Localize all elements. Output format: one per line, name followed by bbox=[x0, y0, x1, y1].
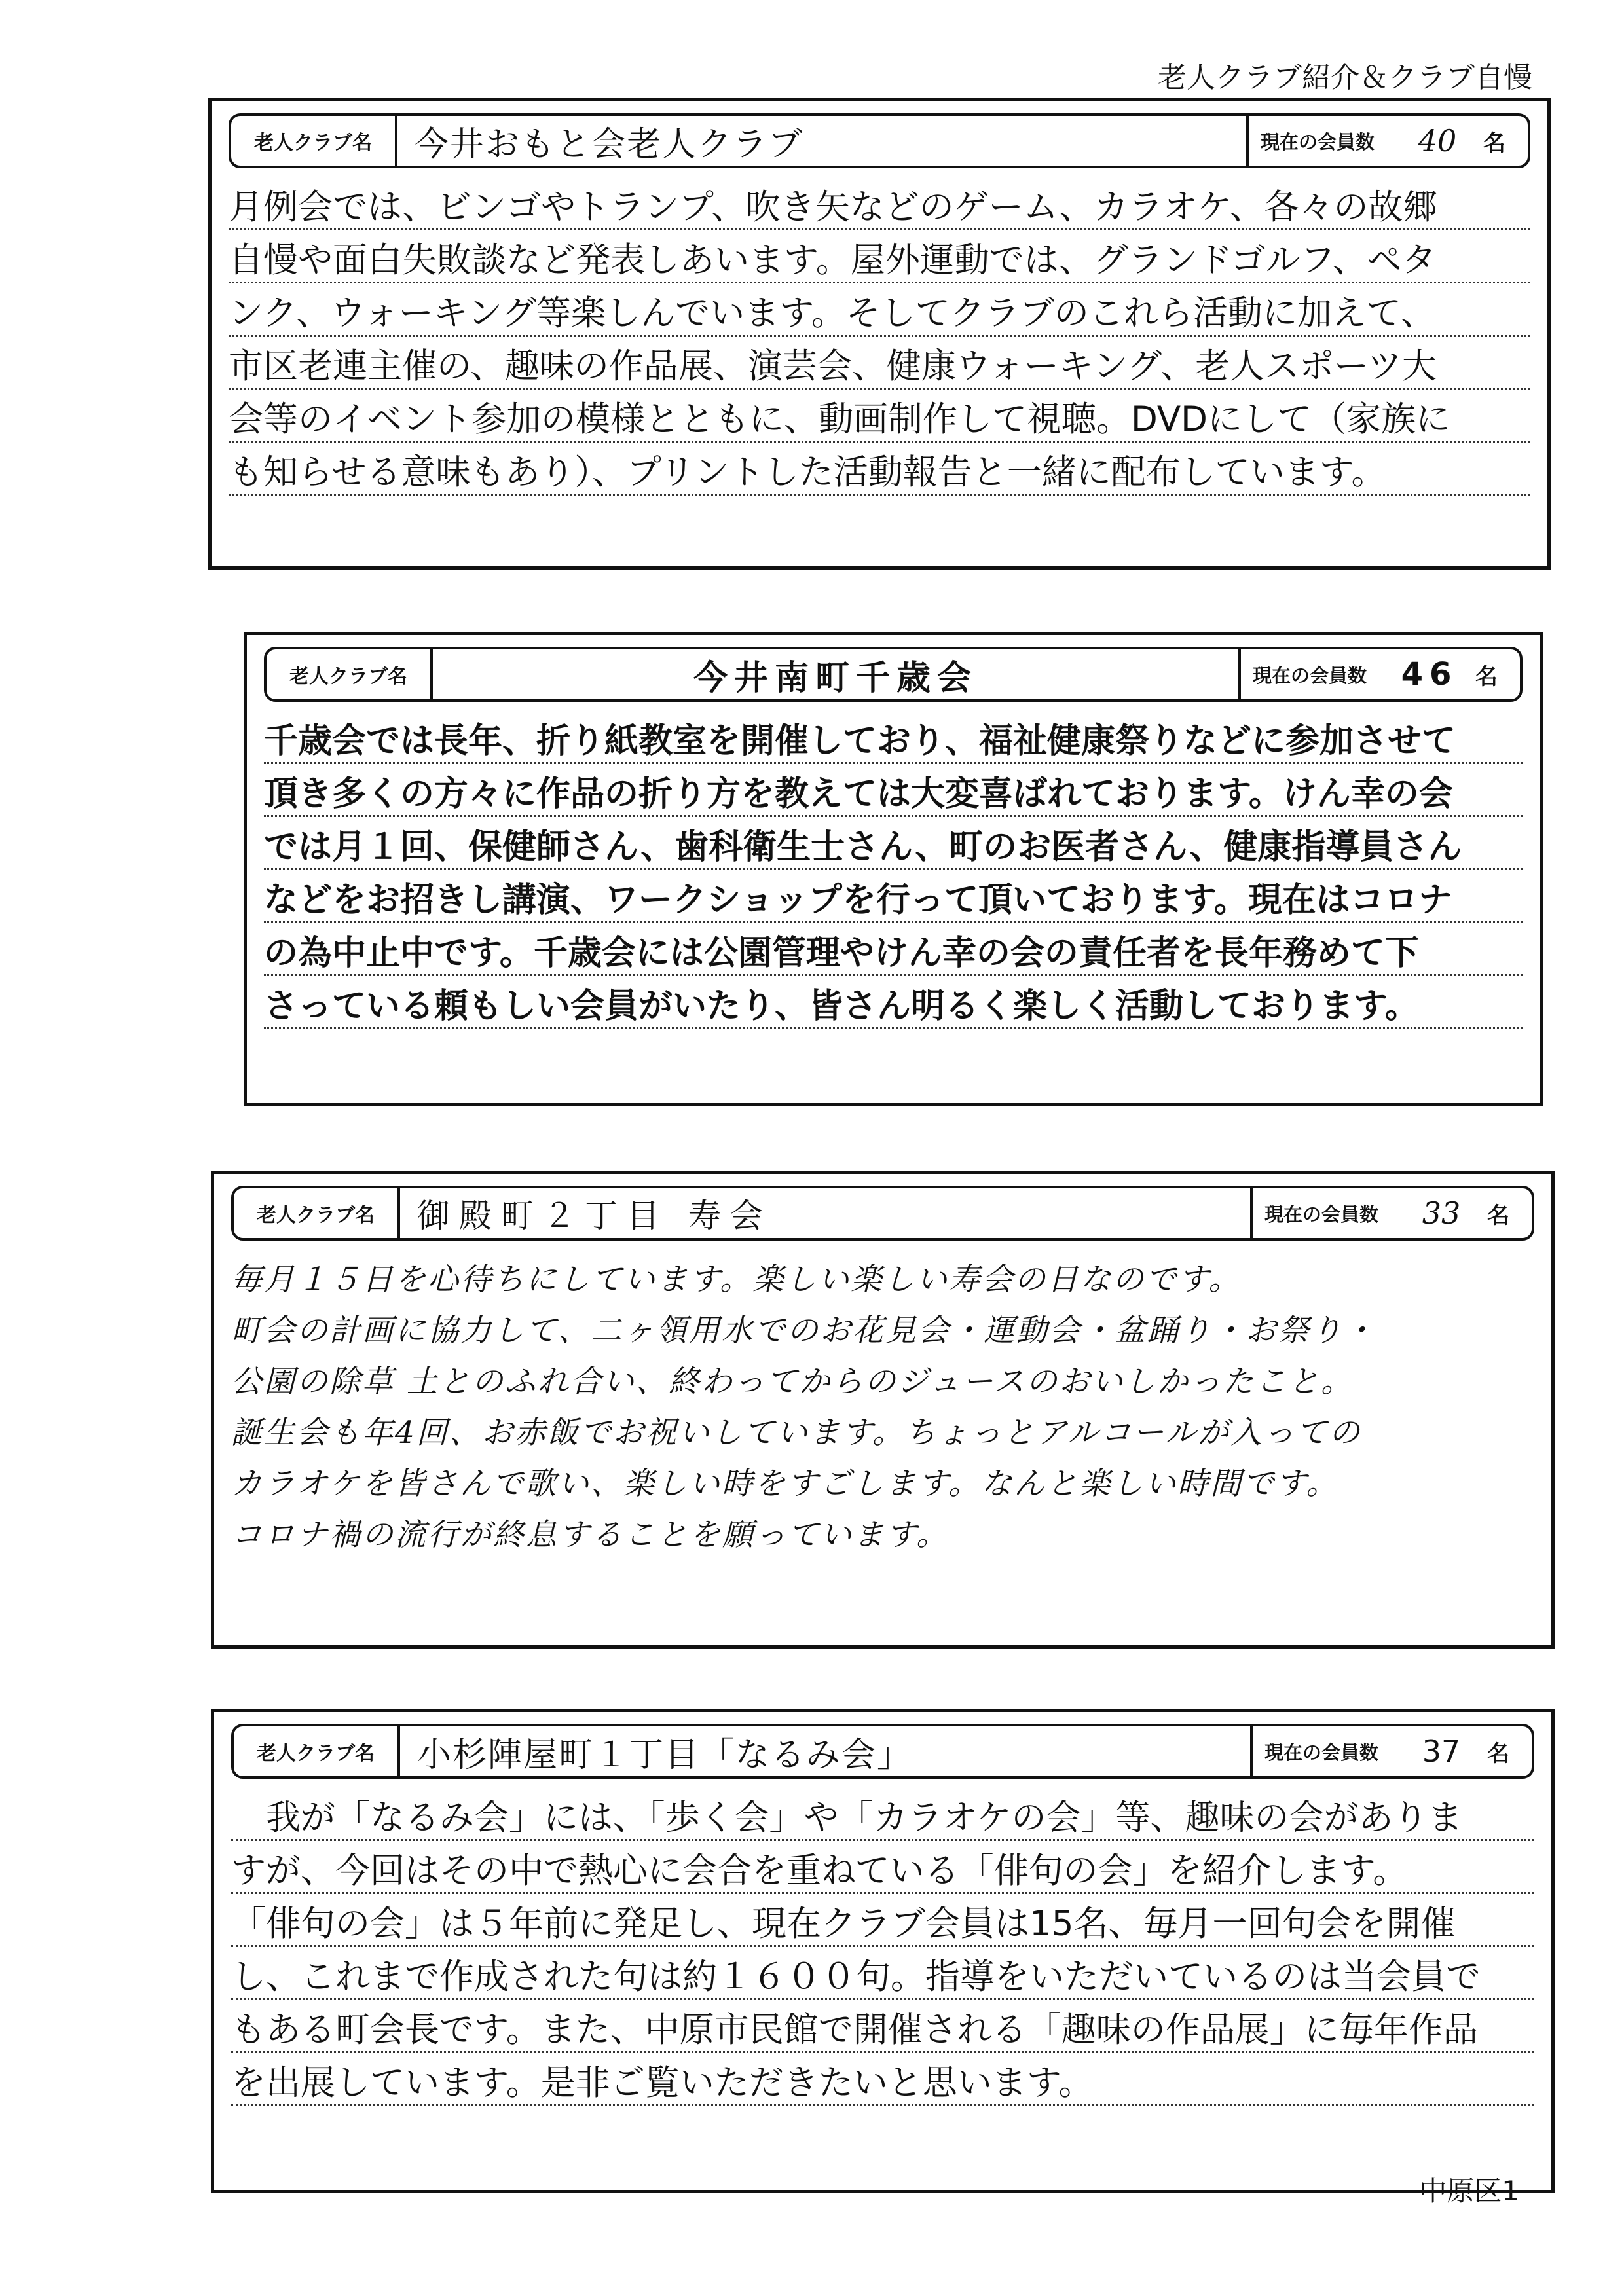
page-header: 老人クラブ紹介＆クラブ自慢 bbox=[1158, 61, 1532, 94]
text-line: 市区老連主催の、趣味の作品展、演芸会、健康ウォーキング、老人スポーツ大 bbox=[229, 337, 1530, 390]
text-line: 会等のイベント参加の模様とともに、動画制作して視聴。DVDにして（家族に bbox=[229, 390, 1530, 443]
text-line: し、これまで作成された句は約１６００句。指導をいただいているのは当会員で bbox=[231, 1947, 1534, 2000]
member-count-label: 現在の会員数 bbox=[1261, 130, 1375, 153]
text-line: 誕生会も年4回、お赤飯でお祝いしています。ちょっとアルコールが入っての bbox=[231, 1415, 1362, 1451]
club-header bbox=[264, 647, 1522, 702]
club-name: 今井南町千歳会 bbox=[693, 658, 978, 698]
text-line: 「俳句の会」は５年前に発足し、現在クラブ会員は15名、毎月一回句会を開催 bbox=[231, 1894, 1534, 1947]
member-count-value: 46 bbox=[1401, 656, 1458, 693]
text-line: の為中止中です。千歳会には公園管理やけん幸の会の責任者を長年務めて下 bbox=[264, 923, 1522, 976]
text-line: すが、今回はその中で熱心に会合を重ねている「俳句の会」を紹介します。 bbox=[231, 1841, 1534, 1894]
text-line: カラオケを皆さんで歌い、楽しい時をすごします。なんと楽しい時間です。 bbox=[231, 1466, 1339, 1502]
member-count-box bbox=[1250, 1726, 1532, 1776]
text-line: 町会の計画に協力して、二ヶ領用水でのお花見会・運動会・盆踊り・お祭り・ bbox=[231, 1313, 1377, 1349]
club-header bbox=[231, 1724, 1534, 1779]
page-footer: 中原区1 bbox=[1419, 2175, 1519, 2207]
member-count-label: 現在の会員数 bbox=[1264, 1741, 1379, 1764]
club-name: 今井おもと会老人クラブ bbox=[415, 124, 804, 164]
member-count-label: 現在の会員数 bbox=[1264, 1203, 1379, 1226]
club-card-4 bbox=[211, 1709, 1555, 2193]
club-name-label: 老人クラブ名 bbox=[234, 1726, 400, 1776]
club-name-label: 老人クラブ名 bbox=[231, 116, 397, 166]
club-name-label: 老人クラブ名 bbox=[234, 1188, 400, 1238]
text-line: を出展しています。是非ご覧いただきたいと思います。 bbox=[231, 2053, 1534, 2106]
text-line: 毎月１５日を心待ちにしています。楽しい楽しい寿会の日なのです。 bbox=[231, 1262, 1242, 1298]
text-line: 我が「なるみ会」には、「歩く会」や「カラオケの会」等、趣味の会がありま bbox=[231, 1788, 1534, 1841]
club-name: 小杉陣屋町１丁目「なるみ会」 bbox=[417, 1735, 913, 1775]
club-name: 御殿町２丁目 寿会 bbox=[417, 1197, 772, 1235]
text-line: コロナ禍の流行が終息することを願っています。 bbox=[231, 1517, 950, 1553]
text-line: も知らせる意味もあり）、プリントした活動報告と一緒に配布しています。 bbox=[229, 443, 1530, 496]
club-card-1 bbox=[208, 98, 1551, 570]
text-line: などをお招きし講演、ワークショップを行って頂いております。現在はコロナ bbox=[264, 870, 1522, 923]
text-line: 千歳会では長年、折り紙教室を開催しており、福祉健康祭りなどに参加させて bbox=[264, 711, 1522, 764]
club-card-3 bbox=[211, 1171, 1555, 1649]
text-line: もある町会長です。また、中原市民館で開催される「趣味の作品展」に毎年作品 bbox=[231, 2000, 1534, 2053]
member-count-value: 33 bbox=[1422, 1195, 1461, 1231]
club-header bbox=[229, 113, 1530, 168]
club-header bbox=[231, 1186, 1534, 1241]
member-count-unit: 名 bbox=[1487, 1202, 1509, 1229]
member-count-label: 現在の会員数 bbox=[1253, 664, 1367, 687]
text-line: さっている頼もしい会員がいたり、皆さん明るく楽しく活動しております。 bbox=[264, 976, 1522, 1029]
club-description bbox=[229, 177, 1530, 496]
member-count-box bbox=[1250, 1188, 1532, 1238]
club-description bbox=[231, 1788, 1534, 2106]
text-line: 公園の除草 土とのふれ合い、終わってからのジュースのおいしかったこと。 bbox=[231, 1364, 1354, 1400]
text-line: 月例会では、ビンゴやトランプ、吹き矢などのゲーム、カラオケ、各々の故郷 bbox=[229, 177, 1530, 230]
text-line: 頂き多くの方々に作品の折り方を教えては大変喜ばれております。けん幸の会 bbox=[264, 764, 1522, 817]
member-count-unit: 名 bbox=[1475, 663, 1498, 690]
club-description bbox=[264, 711, 1522, 1029]
member-count-box bbox=[1238, 649, 1520, 699]
member-count-box bbox=[1246, 116, 1528, 166]
club-description bbox=[231, 1250, 1534, 1556]
text-line: では月１回、保健師さん、歯科衛生士さん、町のお医者さん、健康指導員さん bbox=[264, 817, 1522, 870]
club-name-label: 老人クラブ名 bbox=[267, 649, 433, 699]
text-line: 自慢や面白失敗談など発表しあいます。屋外運動では、グランドゴルフ、ペタ bbox=[229, 230, 1530, 283]
text-line: ンク、ウォーキング等楽しんでいます。そしてクラブのこれら活動に加えて、 bbox=[229, 283, 1530, 337]
member-count-value: 37 bbox=[1422, 1734, 1461, 1769]
member-count-unit: 名 bbox=[1487, 1740, 1509, 1767]
member-count-unit: 名 bbox=[1483, 130, 1505, 156]
member-count-value: 40 bbox=[1418, 123, 1457, 158]
club-card-2 bbox=[244, 632, 1543, 1106]
